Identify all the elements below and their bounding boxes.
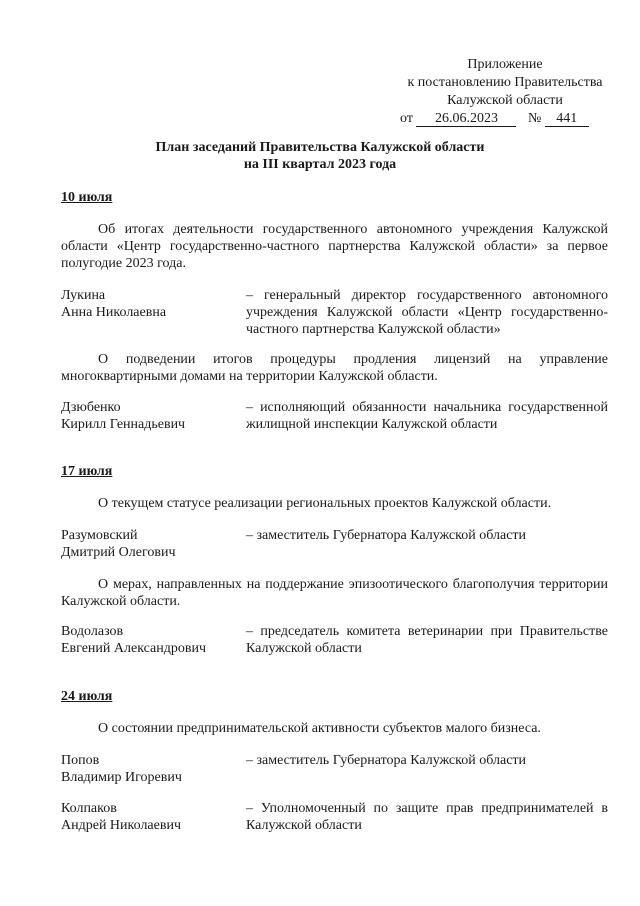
agenda-topic: Об итогах деятельности государственного автономного учреждения Калужской области «Центр государственно-частного партнерства Калужской области» за первое полугодие 2023 года.	[61, 222, 608, 271]
decree-number: 441	[545, 111, 589, 127]
speaker-name	[61, 752, 241, 786]
speaker-name	[61, 623, 241, 657]
speaker-surname: Разумовский	[61, 528, 138, 543]
speaker-role: – председатель комитета ветеринарии при Правительстве Калужской области	[246, 624, 608, 656]
speaker-role: – заместитель Губернатора Калужской области	[246, 528, 527, 543]
speaker-role: – Уполномоченный по защите прав предпринимателей в Калужской области	[246, 801, 608, 833]
speaker-given-names: Евгений Александрович	[61, 641, 207, 656]
speaker-role: – заместитель Губернатора Калужской области	[246, 753, 527, 768]
speaker-given-names: Владимир Игоревич	[61, 770, 182, 785]
speaker-surname: Водолазов	[61, 624, 124, 639]
appendix-decree-ref: к постановлению Правительства	[407, 75, 603, 90]
appendix-region: Калужской области	[447, 93, 563, 108]
speaker-surname: Колпаков	[61, 801, 117, 816]
speaker-name	[61, 800, 241, 834]
agenda-topic: О текущем статусе реализации региональных проектов Калужской области.	[98, 496, 552, 511]
speaker-given-names: Андрей Николаевич	[61, 818, 181, 833]
section-date: 17 июля	[61, 464, 113, 479]
speaker-surname: Дзюбенко	[61, 400, 121, 415]
speaker-role: – генеральный директор государственного автономного учреждения Калужской области «Центр государственно-частного партнерства Калужской области»	[246, 288, 608, 337]
speaker-given-names: Анна Николаевна	[61, 305, 167, 320]
agenda-topic: О мерах, направленных на поддержание эпизоотического благополучия территории Калужской области.	[61, 577, 608, 609]
section-date: 24 июля	[61, 689, 113, 704]
speaker-surname: Лукина	[61, 288, 106, 303]
speaker-name	[61, 527, 241, 561]
decree-date: 26.06.2023	[416, 111, 516, 127]
decree-date-number	[400, 110, 610, 128]
speaker-given-names: Дмитрий Олегович	[61, 545, 176, 560]
speaker-name	[61, 399, 241, 433]
section-date: 10 июля	[61, 190, 113, 205]
speaker-given-names: Кирилл Геннадьевич	[61, 417, 186, 432]
agenda-topic: О подведении итогов процедуры продления лицензий на управление многоквартирными домами на территории Калужской области.	[61, 352, 608, 384]
agenda-topic: О состоянии предпринимательской активности субъектов малого бизнеса.	[98, 721, 541, 736]
speaker-surname: Попов	[61, 753, 100, 768]
title-line-2: на III квартал 2023 года	[243, 157, 397, 172]
appendix-label: Приложение	[467, 57, 543, 72]
appendix-header	[400, 56, 610, 128]
page-title	[0, 139, 640, 173]
speaker-name	[61, 287, 241, 321]
number-prefix: №	[527, 111, 542, 126]
speaker-role: – исполняющий обязанности начальника государственной жилищной инспекции Калужской области	[246, 400, 608, 432]
title-line-1: План заседаний Правительства Калужской области	[155, 140, 485, 155]
date-prefix: от	[400, 111, 413, 126]
